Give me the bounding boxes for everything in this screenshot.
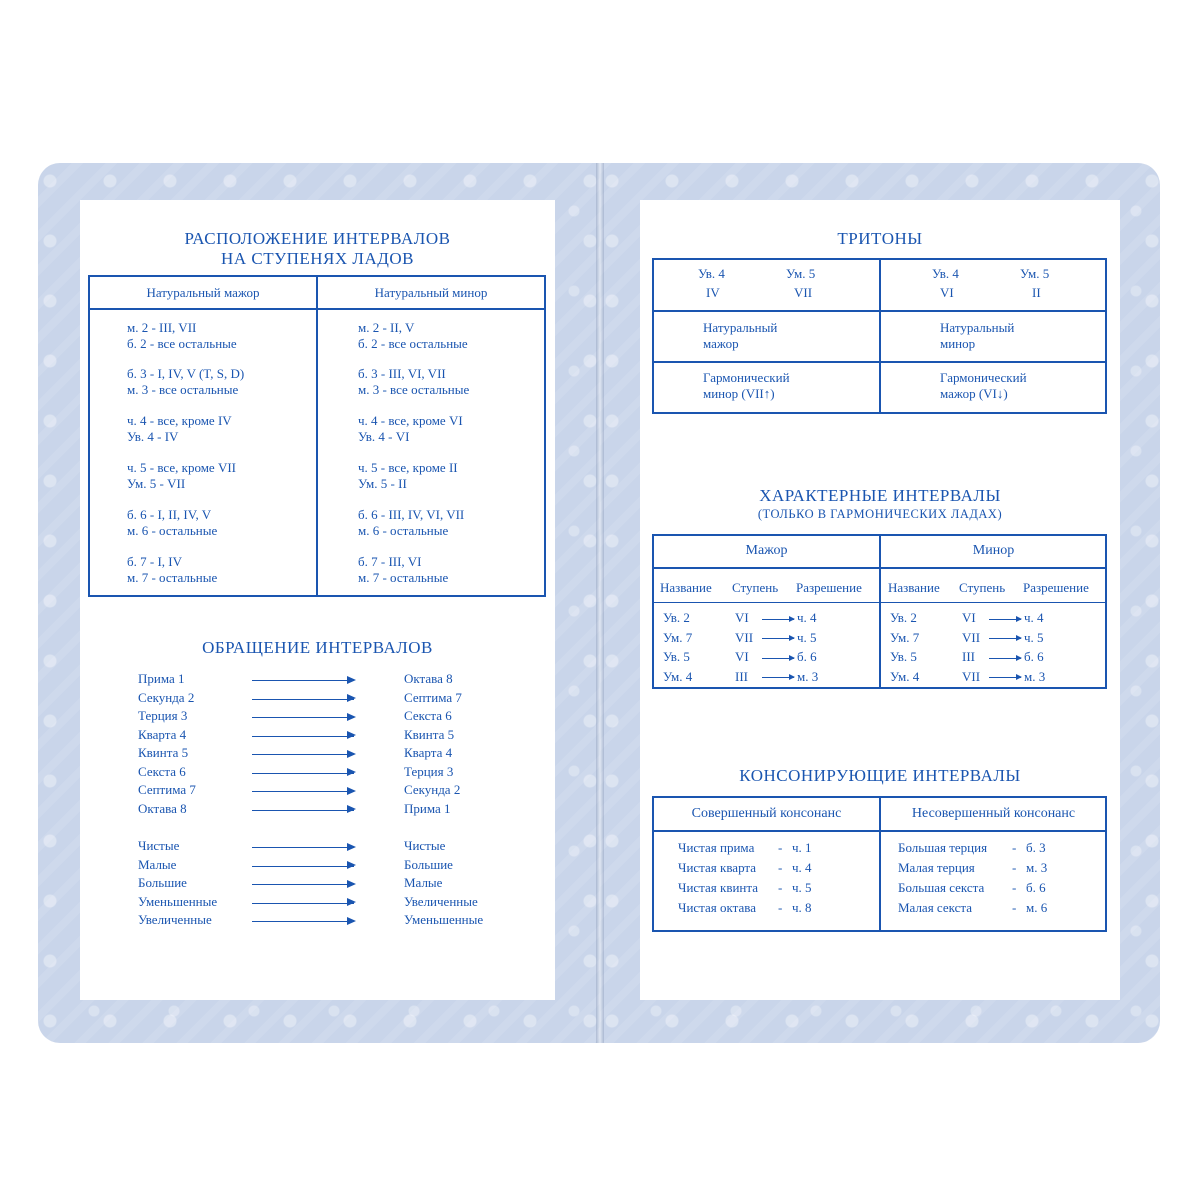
char-resolution: б. 6 <box>1024 649 1044 664</box>
char-name: Ув. 2 <box>890 610 917 625</box>
tritone-left-b-bot: VII <box>794 285 813 300</box>
tritone-left-a-top: Ув. 4 <box>698 266 725 281</box>
consonance-name: Чистая октава <box>678 900 757 915</box>
consonance-dash: - <box>1012 840 1017 855</box>
resolution-arrow-icon <box>989 619 1021 620</box>
resolution-arrow-icon <box>989 638 1021 639</box>
char-resolution: ч. 5 <box>1024 629 1044 645</box>
minor-interval-line: б. 7 - III, VI <box>358 554 422 569</box>
consonance-abbr: м. 3 <box>1026 860 1048 875</box>
major-interval-line: б. 7 - I, IV <box>127 554 182 569</box>
char-degree: VII <box>962 629 981 645</box>
inversion-source: Терция 3 <box>138 708 188 723</box>
consonance-abbr: б. 3 <box>1026 840 1046 855</box>
consonance-dash: - <box>778 880 783 895</box>
char-degree-resolution <box>735 649 817 665</box>
col-major-header: Натуральный мажор <box>146 285 260 300</box>
char-degree: VI <box>735 649 749 664</box>
inversion-title: ОБРАЩЕНИЕ ИНТЕРВАЛОВ <box>202 638 433 657</box>
inversion-source: Секунда 2 <box>138 689 195 705</box>
char-degree-resolution <box>735 610 817 626</box>
tritone-right-b-top: Ум. 5 <box>1020 266 1050 281</box>
inversion-target: Секунда 2 <box>404 782 461 797</box>
major-interval-line: б. 2 - все остальные <box>127 336 237 351</box>
col-perfect-header: Совершенный консонанс <box>691 806 842 821</box>
inversion-quality-source: Увеличенные <box>138 912 212 927</box>
inversion-quality-target: Большие <box>404 856 453 872</box>
char-name: Ув. 5 <box>890 649 917 664</box>
char-resolution: б. 6 <box>797 649 817 664</box>
char-name: Ум. 7 <box>890 629 920 645</box>
header-divider <box>88 308 546 310</box>
resolution-arrow-icon <box>762 638 794 639</box>
col-major-header: Мажор <box>745 543 788 558</box>
major-h-degree: Ступень <box>732 580 779 595</box>
inversion-arrow <box>252 717 354 718</box>
resolution-arrow-icon <box>762 619 794 620</box>
minor-interval-line: Ум. 5 - II <box>358 476 407 491</box>
section-title-line2: НА СТУПЕНЯХ ЛАДОВ <box>221 249 414 268</box>
char-degree-resolution <box>962 649 1044 665</box>
minor-interval-line: ч. 4 - все, кроме VI <box>358 413 463 428</box>
consonance-name: Чистая прима <box>678 840 755 855</box>
tritones-row-divider <box>652 310 1107 312</box>
col-imperfect-header: Несовершенный консонанс <box>911 806 1076 821</box>
resolution-arrow-icon <box>762 677 794 678</box>
inversion-target: Октава 8 <box>404 671 453 686</box>
minor-interval-line: м. 2 - II, V <box>358 320 415 335</box>
major-interval-line: Ув. 4 - IV <box>127 429 179 444</box>
consonant-title: КОНСОНИРУЮЩИЕ ИНТЕРВАЛЫ <box>739 766 1021 785</box>
consonance-dash: - <box>1012 900 1017 915</box>
consonance-name: Малая секста <box>898 900 973 915</box>
major-interval-line: ч. 4 - все, кроме IV <box>127 413 232 428</box>
consonance-dash: - <box>778 900 783 915</box>
inversion-quality-source: Большие <box>138 875 187 890</box>
notebook-spine <box>596 163 604 1043</box>
tritones-title: ТРИТОНЫ <box>837 229 923 248</box>
inversion-source: Октава 8 <box>138 800 187 816</box>
char-name: Ум. 4 <box>663 668 693 684</box>
minor-interval-line: ч. 5 - все, кроме II <box>358 460 458 475</box>
consonance-name: Чистая кварта <box>678 860 757 875</box>
minor-interval-line: м. 3 - все остальные <box>358 382 470 397</box>
tritone-right-row2-l2: минор <box>940 336 976 351</box>
char-resolution: ч. 4 <box>1024 610 1044 625</box>
inversion-quality-target: Увеличенные <box>404 893 478 909</box>
resolution-arrow-icon <box>989 658 1021 659</box>
inversion-quality-source: Малые <box>138 856 177 872</box>
consonance-abbr: м. 6 <box>1026 900 1048 915</box>
inversion-source: Септима 7 <box>138 782 196 797</box>
inversion-target: Квинта 5 <box>404 726 455 742</box>
char-resolution: м. 3 <box>797 668 819 684</box>
consonance-abbr: ч. 5 <box>792 880 812 895</box>
major-interval-line: Ум. 5 - VII <box>127 476 186 491</box>
tritone-left-b-top: Ум. 5 <box>786 266 816 281</box>
inversion-target: Терция 3 <box>404 763 454 779</box>
tritone-left-row2-l2: мажор <box>703 336 739 351</box>
char-degree-resolution <box>962 610 1044 626</box>
tritone-left-a-bot: IV <box>706 285 720 300</box>
characteristic-subtitle: (ТОЛЬКО В ГАРМОНИЧЕСКИХ ЛАДАХ) <box>757 507 1003 521</box>
char-degree: III <box>962 649 975 664</box>
consonance-name: Большая терция <box>898 840 988 855</box>
major-h-name: Название <box>660 580 712 595</box>
minor-h-resolution: Разрешение <box>1023 580 1089 595</box>
col-minor-header: Натуральный минор <box>374 285 488 300</box>
minor-interval-line: б. 6 - III, IV, VI, VII <box>358 507 465 522</box>
consonance-abbr: ч. 1 <box>792 840 812 855</box>
char-degree-resolution <box>735 669 818 685</box>
major-interval-line: ч. 5 - все, кроме VII <box>127 460 236 475</box>
char-resolution: ч. 5 <box>797 629 817 645</box>
char-name: Ум. 4 <box>890 668 920 684</box>
inversion-quality-source: Чистые <box>138 838 180 853</box>
consonance-name: Малая терция <box>898 860 975 875</box>
tritone-left-row2-l1: Натуральный <box>703 320 778 335</box>
minor-h-name: Название <box>888 580 940 595</box>
section-title: РАСПОЛОЖЕНИЕ ИНТЕРВАЛОВ <box>184 229 451 248</box>
inversion-quality-source: Уменьшенные <box>138 893 218 909</box>
char-degree: VI <box>962 610 976 625</box>
inversion-source: Секста 6 <box>138 763 186 779</box>
consonance-dash: - <box>778 840 783 855</box>
consonance-abbr: ч. 8 <box>792 900 812 915</box>
inversion-arrow <box>252 754 354 755</box>
consonant-header-divider <box>652 830 1107 832</box>
inversion-target: Прима 1 <box>404 800 451 816</box>
char-degree-resolution <box>962 669 1045 685</box>
col-minor-header: Минор <box>972 543 1015 558</box>
tritone-right-a-top: Ув. 4 <box>932 266 959 281</box>
inversion-arrow <box>252 736 354 737</box>
major-interval-line: б. 6 - I, II, IV, V <box>127 507 212 522</box>
tritone-left-row3-l1: Гармонический <box>703 370 790 385</box>
tritone-left-row3-l2: минор (VII↑) <box>703 386 775 401</box>
inversion-target: Кварта 4 <box>404 745 453 760</box>
major-h-resolution: Разрешение <box>796 580 862 595</box>
major-interval-line: б. 3 - I, IV, V (T, S, D) <box>127 366 245 381</box>
inversion-arrow <box>252 791 354 792</box>
characteristic-title: ХАРАКТЕРНЫЕ ИНТЕРВАЛЫ <box>759 486 1001 505</box>
inversion-arrow <box>252 847 354 848</box>
major-interval-line: м. 2 - III, VII <box>127 320 197 335</box>
inversion-arrow <box>252 699 354 700</box>
tritone-right-row3-l1: Гармонический <box>940 370 1027 385</box>
minor-interval-line: б. 2 - все остальные <box>358 336 468 351</box>
inversion-quality-target: Малые <box>404 875 443 890</box>
consonance-dash: - <box>1012 860 1017 875</box>
tritones-row-divider-2 <box>652 361 1107 363</box>
resolution-arrow-icon <box>989 677 1021 678</box>
inversion-arrow <box>252 680 354 681</box>
inversion-source: Кварта 4 <box>138 726 187 742</box>
tritone-right-row2-l1: Натуральный <box>940 320 1015 335</box>
char-name: Ув. 2 <box>663 610 690 625</box>
char-name: Ув. 5 <box>663 649 690 664</box>
tritone-right-row3-l2: мажор (VI↓) <box>940 386 1008 401</box>
char-resolution: м. 3 <box>1024 668 1046 684</box>
inversion-arrow <box>252 921 354 922</box>
inversion-arrow <box>252 866 354 867</box>
minor-interval-line: м. 7 - остальные <box>358 570 449 585</box>
minor-interval-line: Ув. 4 - VI <box>358 429 410 444</box>
inversion-quality-target: Уменьшенные <box>404 912 484 927</box>
consonance-abbr: б. 6 <box>1026 880 1046 895</box>
inversion-target: Секста 6 <box>404 708 452 723</box>
tritones-col-divider <box>879 258 881 414</box>
minor-interval-line: м. 6 - остальные <box>358 523 449 538</box>
consonance-name: Чистая квинта <box>678 880 758 895</box>
char-degree: III <box>735 668 748 684</box>
major-interval-line: м. 3 - все остальные <box>127 382 239 397</box>
char-degree: VI <box>735 610 749 625</box>
inversion-arrow <box>252 903 354 904</box>
inversion-source: Прима 1 <box>138 671 185 686</box>
consonance-name: Большая секста <box>898 880 985 895</box>
consonance-dash: - <box>778 860 783 875</box>
consonance-abbr: ч. 4 <box>792 860 812 875</box>
inversion-arrow <box>252 884 354 885</box>
tritone-right-a-bot: VI <box>940 285 954 300</box>
characteristic-header-divider <box>652 567 1107 569</box>
resolution-arrow-icon <box>762 658 794 659</box>
inversion-target: Септима 7 <box>404 689 462 705</box>
inversion-arrow <box>252 773 354 774</box>
characteristic-subheader-divider <box>652 602 1107 603</box>
consonance-dash: - <box>1012 880 1017 895</box>
char-degree: VII <box>962 668 981 684</box>
inversion-quality-target: Чистые <box>404 838 446 853</box>
major-interval-line: м. 7 - остальные <box>127 570 218 585</box>
minor-h-degree: Ступень <box>959 580 1006 595</box>
char-degree: VII <box>735 629 754 645</box>
char-degree-resolution <box>735 630 817 646</box>
column-divider <box>316 275 318 597</box>
char-degree-resolution <box>962 630 1044 646</box>
inversion-arrow <box>252 810 354 811</box>
char-resolution: ч. 4 <box>797 610 817 625</box>
char-name: Ум. 7 <box>663 629 693 645</box>
tritone-right-b-bot: II <box>1032 285 1041 300</box>
major-interval-line: м. 6 - остальные <box>127 523 218 538</box>
minor-interval-line: б. 3 - III, VI, VII <box>358 366 446 381</box>
inversion-source: Квинта 5 <box>138 745 189 760</box>
